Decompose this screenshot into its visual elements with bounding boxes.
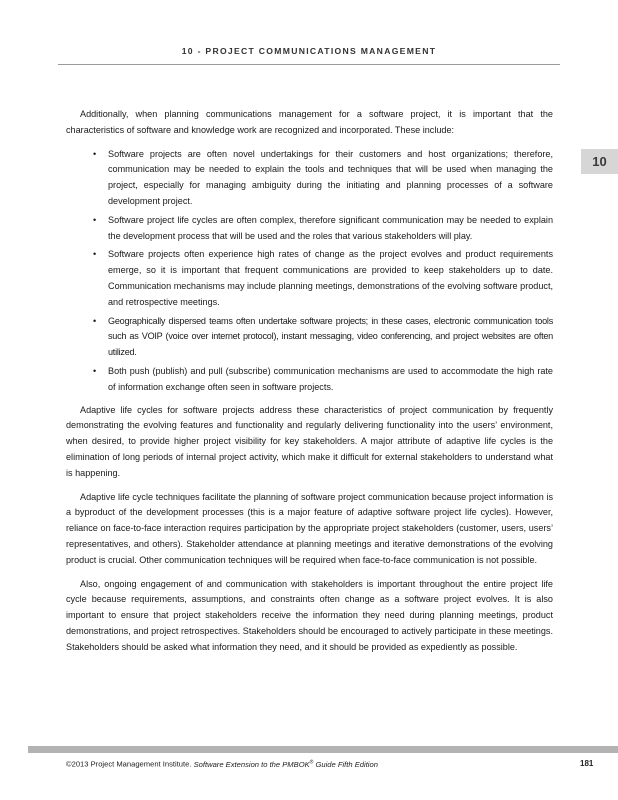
list-item-text: Both push (publish) and pull (subscribe) communication mechanisms are used to accommodate the high rate of information exchange often seen in software projects. [108, 365, 553, 392]
intro-paragraph: Additionally, when planning communications management for a software project, it is important that the characteristics of software and knowledge work are recognized and incorporated. These include: [66, 109, 553, 135]
footer-book-title: Software Extension to the PMBOK® Guide Fifth Edition [193, 759, 378, 769]
footer-copyright: ©2013 Project Management Institute. [66, 759, 194, 769]
header-divider [58, 64, 560, 65]
footer-citation [66, 759, 378, 769]
running-header: 10 - PROJECT COMMUNICATIONS MANAGEMENT [181, 46, 437, 56]
bullet-icon: • [93, 365, 97, 376]
list-item-text: Geographically dispersed teams often undertake software projects; in these cases, electronic communication tools such as VOIP (voice over internet protocol), instant messaging, video conferencing, and project websites are often utilized. [108, 315, 553, 358]
chapter-tab-number: 10 [592, 154, 607, 169]
list-item-text: Software projects are often novel undertakings for their customers and host organizations; therefore, communication may be needed to explain the tools and techniques that will be used when managing the project, especially for managing ambiguity during the initiating and planning processes of a software development project. [108, 148, 553, 206]
body-paragraph: Also, ongoing engagement of and communication with stakeholders is important throughout the entire project life cycle because requirements, assumptions, and constraints often change as a software project evolves. It is also important to ensure that project stakeholders receive the information they need during planning meetings, product demonstrations, and project retrospectives. Stakeholders should be encouraged to actively participate in these meetings. Stakeholders should be asked what information they need, and it should be provided as expediently as possible. [66, 578, 553, 652]
registered-mark: ® [309, 759, 314, 765]
bullet-icon: • [93, 249, 97, 260]
list-item-text: Software projects often experience high rates of change as the project evolves and product requirements emerge, so it is important that frequent communications are provided to keep stakeholders up to date. Communication mechanisms may include planning meetings, demonstrations of the evolving software product, and retrospective meetings. [108, 249, 553, 307]
bullet-icon: • [93, 315, 96, 326]
body-paragraph: Adaptive life cycle techniques facilitate the planning of software project communication because project information is a byproduct of the development processes (this is a major feature of adaptive software project life cycles). However, reliance on face-to-face interaction requires participation by the appropriate project stakeholders (customer, users, users’ representatives, and others). Stakeholder attendance at planning meetings and iterative demonstrations of the evolving product is crucial. Other communication techniques will be required when face-to-face communication is not possible. [66, 491, 553, 565]
characteristics-list [66, 147, 553, 396]
list-item [93, 147, 553, 210]
page-body [66, 107, 553, 664]
list-item [93, 213, 553, 245]
body-paragraph: Adaptive life cycles for software projects address these characteristics of project communication by frequently demonstrating the evolving features and functionality and regularly delivering functionality into the users’ environment, when desired, to provide higher project visibility for key stakeholders. A major attribute of adaptive life cycles is the elimination of long periods of internal project activity, which make it difficult for external stakeholders to understand what is happening. [66, 404, 553, 478]
bullet-icon: • [93, 148, 97, 159]
footer-bar [28, 746, 618, 753]
page-number: 181 [580, 759, 594, 768]
list-item [93, 247, 553, 310]
chapter-tab [581, 149, 618, 174]
list-item [93, 314, 553, 361]
list-item [93, 364, 553, 396]
list-item-text: Software project life cycles are often complex, therefore significant communication may be needed to explain the development process that will be used and the roles that various stakeholders will play. [108, 214, 553, 241]
bullet-icon: • [93, 214, 97, 225]
